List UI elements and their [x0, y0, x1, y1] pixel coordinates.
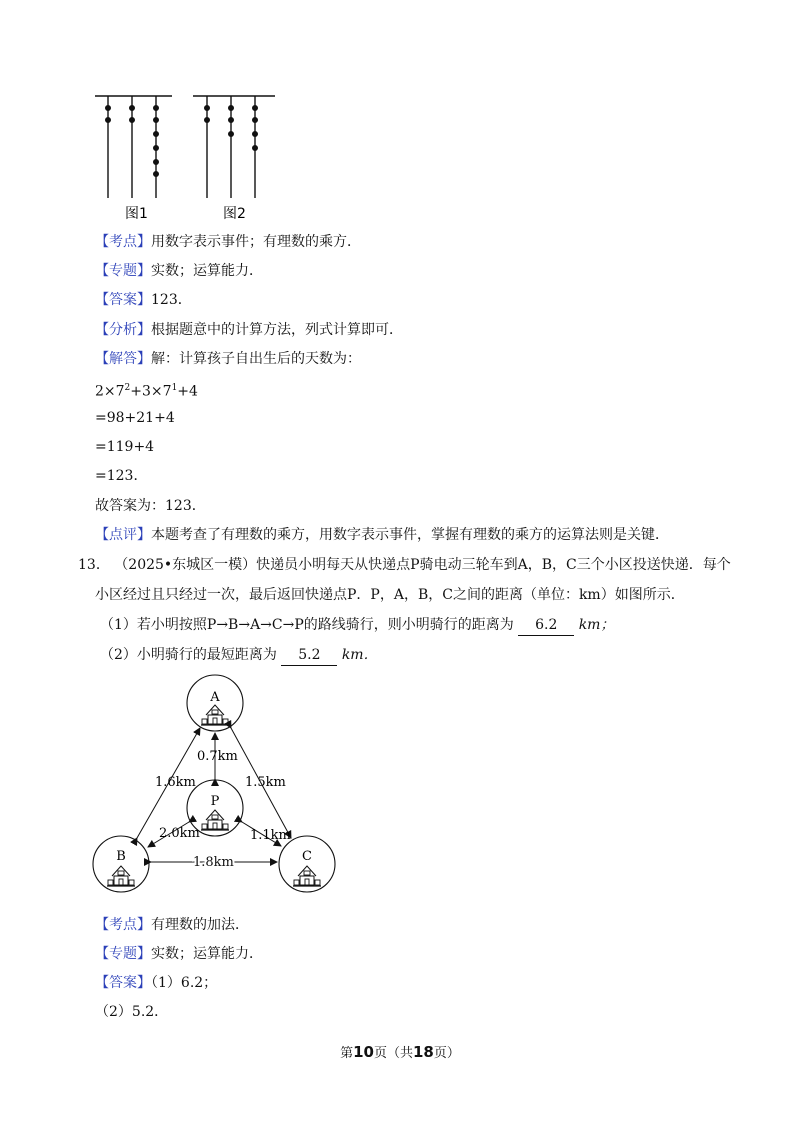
edge-pb-label: 2.0km	[159, 826, 200, 841]
q13-part-1: （1）若小明按照P→B→A→C→P的路线骑行，则小明骑行的距离为 6.2 km；	[100, 615, 614, 636]
q13-part-2: （2）小明骑行的最短距离为 5.2 km．	[100, 645, 378, 666]
q12-step-2: =98+21+4	[95, 410, 175, 426]
node-a-label: A	[210, 690, 220, 705]
q12-step-4: =123．	[95, 468, 148, 484]
q12-final: 故答案为：123．	[95, 498, 206, 514]
q12-fenxi: 【分析】根据题意中的计算方法，列式计算即可．	[95, 322, 403, 338]
distance-diagram	[85, 670, 345, 895]
rope-figures	[90, 90, 290, 230]
figure-1-label: 图1	[125, 206, 148, 222]
node-c-circle	[279, 836, 335, 892]
house-a-icon	[201, 705, 229, 725]
figure-2	[193, 96, 275, 198]
edge-bc-label: 1.8km	[193, 855, 234, 870]
node-b-circle	[93, 836, 149, 892]
q13-stem-line-1: 13． （2025•东城区一模）快递员小明每天从快递点P骑电动三轮车到A，B，C三个小区投送快递．每个	[78, 557, 731, 573]
edge-ac-label: 1.5km	[245, 775, 286, 790]
q13-zhuanti: 【专题】实数；运算能力．	[95, 946, 263, 962]
q12-step-3: =119+4	[95, 439, 155, 455]
q12-kaodian: 【考点】用数字表示事件；有理数的乘方．	[95, 234, 361, 250]
house-c-icon	[293, 866, 321, 886]
house-b-icon	[107, 866, 135, 886]
page-footer: 第10页（共18页）	[340, 1043, 460, 1061]
q13-daan-2: （2）5.2．	[95, 1004, 169, 1020]
q13-kaodian: 【考点】有理数的加法．	[95, 917, 249, 933]
q13-stem-line-2: 小区经过且只经过一次，最后返回快递点P．P，A，B，C之间的距离（单位：km）如图所示．	[95, 587, 685, 603]
q12-zhuanti: 【专题】实数；运算能力．	[95, 263, 263, 279]
node-p-label: P	[210, 794, 220, 809]
house-p-icon	[201, 810, 229, 830]
node-b-label: B	[116, 849, 126, 864]
edge-ab-label: 1.6km	[155, 775, 196, 790]
q12-daan: 【答案】123．	[95, 292, 192, 308]
q12-jieda: 【解答】解：计算孩子自出生后的天数为：	[95, 351, 361, 367]
figure-1	[95, 96, 172, 198]
q13-daan: 【答案】（1）6.2；	[95, 975, 218, 991]
q12-step-1: $2\times 7^2+3\times 7^1+4$	[95, 383, 198, 400]
q12-dianping: 【点评】本题考查了有理数的乘方，用数字表示事件，掌握有理数的乘方的运算法则是关键．	[95, 527, 669, 543]
q13-part-1-answer: 6.2	[518, 615, 574, 636]
q13-part-2-answer: 5.2	[281, 645, 337, 666]
figure-2-label: 图2	[223, 206, 246, 222]
node-c-label: C	[302, 849, 312, 864]
edge-pc-label: 1.1km	[250, 828, 291, 843]
edge-pa-label: 0.7km	[197, 749, 238, 764]
